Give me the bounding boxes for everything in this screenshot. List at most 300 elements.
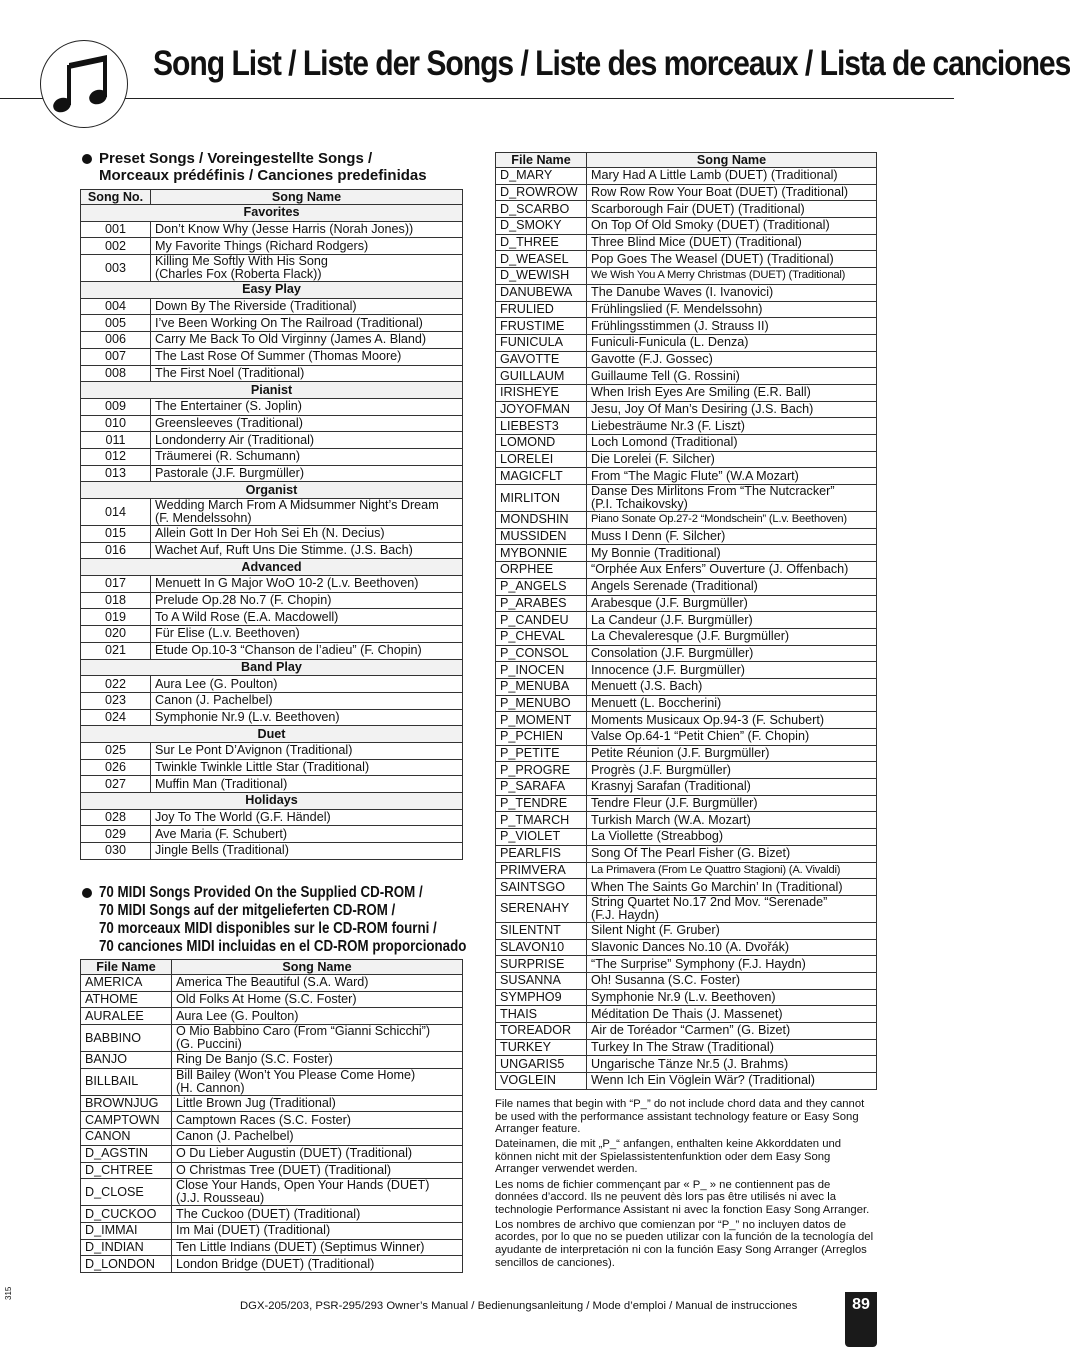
song-number: 023 bbox=[81, 692, 151, 709]
file-name: THAIS bbox=[496, 1006, 587, 1023]
table-row bbox=[81, 1129, 463, 1146]
song-number: 007 bbox=[81, 348, 151, 365]
song-name-text: Méditation De Thais (J. Massenet) bbox=[591, 1006, 783, 1021]
song-name-text: Im Mai (DUET) (Traditional) bbox=[176, 1223, 331, 1238]
preset-songs-table bbox=[80, 189, 463, 860]
table-row bbox=[496, 234, 877, 251]
song-name-text: Jingle Bells (Traditional) bbox=[155, 843, 289, 858]
file-name: P_MOMENT bbox=[496, 712, 587, 729]
song-name-text: Wachet Auf, Ruft Uns Die Stimme. (J.S. Bach) bbox=[155, 543, 413, 558]
file-name: FUNICULA bbox=[496, 334, 587, 351]
song-number: 026 bbox=[81, 759, 151, 776]
song-name-text: Ungarische Tänze Nr.5 (J. Brahms) bbox=[591, 1056, 789, 1071]
header-rule bbox=[0, 98, 954, 99]
song-name-text: Moments Musicaux Op.94-3 (F. Schubert) bbox=[591, 712, 825, 727]
song-name-text: Symphonie Nr.9 (L.v. Beethoven) bbox=[591, 989, 776, 1004]
song-name bbox=[172, 1112, 463, 1129]
song-name-text: Angels Serenade (Traditional) bbox=[591, 579, 758, 594]
file-name: D_MARY bbox=[496, 168, 587, 185]
file-name: TURKEY bbox=[496, 1039, 587, 1056]
song-name bbox=[151, 676, 463, 693]
song-name bbox=[587, 528, 877, 545]
song-name bbox=[587, 1006, 877, 1023]
table-row bbox=[81, 759, 463, 776]
file-name: BILLBAIL bbox=[81, 1068, 172, 1095]
song-number: 018 bbox=[81, 592, 151, 609]
table-header-row bbox=[496, 153, 877, 168]
table-row bbox=[81, 238, 463, 255]
table-row bbox=[496, 268, 877, 285]
song-name-text: Old Folks At Home (S.C. Foster) bbox=[176, 992, 357, 1007]
song-name bbox=[587, 729, 877, 746]
song-name bbox=[172, 1222, 463, 1239]
table-row bbox=[496, 922, 877, 939]
page-title: Song List / Liste der Songs / Liste des morceaux / Lista de canciones bbox=[153, 44, 1070, 83]
song-name-text: Funiculi-Funicula (L. Denza) bbox=[591, 335, 749, 350]
file-name: BANJO bbox=[81, 1052, 172, 1069]
song-name-text: London Bridge (DUET) (Traditional) bbox=[176, 1256, 375, 1271]
song-name-text: Wenn Ich Ein Vöglein Wär? (Traditional) bbox=[591, 1073, 815, 1088]
song-number: 003 bbox=[81, 255, 151, 282]
file-name: D_CHTREE bbox=[81, 1162, 172, 1179]
table-row bbox=[496, 845, 877, 862]
table-row bbox=[496, 879, 877, 896]
song-name bbox=[172, 1179, 463, 1206]
song-name bbox=[172, 1256, 463, 1273]
table-row bbox=[496, 528, 877, 545]
category-row bbox=[81, 282, 463, 299]
file-name: GAVOTTE bbox=[496, 351, 587, 368]
song-name bbox=[151, 298, 463, 315]
song-number: 027 bbox=[81, 776, 151, 793]
file-name: LOMOND bbox=[496, 435, 587, 452]
file-name: D_SMOKY bbox=[496, 218, 587, 235]
song-name-text: My Favorite Things (Richard Rodgers) bbox=[155, 238, 369, 253]
file-name: D_AGSTIN bbox=[81, 1145, 172, 1162]
note-spanish: Los nombres de archivo que comienzan por “P_” no incluyen datos de acordes, por lo que no se pueden utilizar con la función de la tecnología del ayudante de interpretación ni con la función Easy Song Arranger (Arreglos sencillos de canciones). bbox=[495, 1218, 874, 1269]
table-row bbox=[81, 526, 463, 543]
table-row bbox=[496, 401, 877, 418]
song-number: 020 bbox=[81, 626, 151, 643]
song-name-text: The Last Rose Of Summer (Thomas Moore) bbox=[155, 349, 402, 364]
song-name bbox=[587, 939, 877, 956]
song-number: 030 bbox=[81, 843, 151, 860]
midi-heading-line: 70 MIDI Songs Provided On the Supplied CD-ROM / bbox=[99, 884, 423, 901]
preset-heading-line2: Morceaux prédéfinis / Canciones predefinidas bbox=[99, 167, 427, 184]
file-name: SUSANNA bbox=[496, 972, 587, 989]
song-name bbox=[587, 1056, 877, 1073]
song-name bbox=[151, 432, 463, 449]
song-name-text: Don’t Know Why (Jesse Harris (Norah Jones)) bbox=[155, 222, 414, 237]
file-name: IRISHEYE bbox=[496, 384, 587, 401]
song-name-text: Ten Little Indians (DUET) (Septimus Winner) bbox=[176, 1239, 425, 1254]
song-number: 004 bbox=[81, 298, 151, 315]
song-name-text: Pop Goes The Weasel (DUET) (Traditional) bbox=[591, 251, 834, 266]
file-name: D_ROWROW bbox=[496, 184, 587, 201]
song-name bbox=[151, 692, 463, 709]
table-row bbox=[81, 1025, 463, 1052]
song-number: 010 bbox=[81, 415, 151, 432]
file-name: JOYOFMAN bbox=[496, 401, 587, 418]
song-name-text: Turkey In The Straw (Traditional) bbox=[591, 1040, 774, 1055]
song-name-text: Wedding March From A Midsummer Night’s Dream bbox=[155, 498, 439, 512]
song-name bbox=[151, 465, 463, 482]
song-name-text: Frühlingslied (F. Mendelssohn) bbox=[591, 301, 763, 316]
file-name: P_PROGRE bbox=[496, 762, 587, 779]
midi-songs-table-right bbox=[495, 152, 877, 1090]
song-name-text: To A Wild Rose (E.A. Macdowell) bbox=[155, 609, 339, 624]
song-name bbox=[151, 315, 463, 332]
table-row bbox=[496, 1073, 877, 1090]
song-number: 009 bbox=[81, 398, 151, 415]
song-name bbox=[587, 829, 877, 846]
file-name: PEARLFIS bbox=[496, 845, 587, 862]
song-name bbox=[151, 365, 463, 382]
col-header-song-name: Song Name bbox=[151, 190, 463, 205]
song-name bbox=[151, 255, 463, 282]
song-name bbox=[587, 762, 877, 779]
bullet-icon bbox=[82, 888, 92, 898]
song-name bbox=[587, 779, 877, 796]
song-name bbox=[587, 268, 877, 285]
song-name bbox=[587, 578, 877, 595]
table-row bbox=[496, 795, 877, 812]
song-number: 005 bbox=[81, 315, 151, 332]
table-row bbox=[81, 626, 463, 643]
song-number: 008 bbox=[81, 365, 151, 382]
song-name-text: Jesu, Joy Of Man’s Desiring (J.S. Bach) bbox=[591, 401, 814, 416]
song-name bbox=[587, 384, 877, 401]
file-name: P_CONSOL bbox=[496, 645, 587, 662]
file-name: SAINTSGO bbox=[496, 879, 587, 896]
file-name: PRIMVERA bbox=[496, 862, 587, 879]
song-name bbox=[587, 895, 877, 922]
table-row bbox=[496, 662, 877, 679]
category-row bbox=[81, 205, 463, 222]
song-name bbox=[151, 221, 463, 238]
col-header-song-name: Song Name bbox=[172, 960, 463, 975]
song-name-text: Three Blind Mice (DUET) (Traditional) bbox=[591, 235, 802, 250]
table-row bbox=[81, 1068, 463, 1095]
file-name: P_MENUBA bbox=[496, 678, 587, 695]
song-name bbox=[172, 1239, 463, 1256]
song-name-text: Londonderry Air (Traditional) bbox=[155, 432, 315, 447]
table-row bbox=[496, 989, 877, 1006]
table-row bbox=[496, 251, 877, 268]
song-name-text: Oh! Susanna (S.C. Foster) bbox=[591, 973, 741, 988]
table-row bbox=[81, 1145, 463, 1162]
song-name bbox=[172, 1025, 463, 1052]
song-name bbox=[151, 332, 463, 349]
table-row bbox=[496, 468, 877, 485]
song-name-text: Guillaume Tell (G. Rossini) bbox=[591, 368, 740, 383]
table-row bbox=[81, 448, 463, 465]
table-row bbox=[496, 972, 877, 989]
table-row bbox=[81, 365, 463, 382]
song-name-text: Mary Had A Little Lamb (DUET) (Traditional) bbox=[591, 168, 838, 183]
table-row bbox=[496, 956, 877, 973]
song-name-text: Liebesträume Nr.3 (F. Liszt) bbox=[591, 418, 745, 433]
category-row bbox=[81, 793, 463, 810]
table-row bbox=[81, 315, 463, 332]
category-label: Easy Play bbox=[81, 282, 463, 299]
song-name bbox=[172, 1052, 463, 1069]
song-name-text: Prelude Op.28 No.7 (F. Chopin) bbox=[155, 593, 332, 608]
table-row bbox=[496, 201, 877, 218]
song-name-text: Consolation (J.F. Burgmüller) bbox=[591, 645, 754, 660]
song-name bbox=[587, 956, 877, 973]
footer-text: DGX-205/203, PSR-295/293 Owner’s Manual / Bedienungsanleitung / Mode d’emploi / Manual de instrucciones bbox=[240, 1300, 798, 1312]
song-name-text: Little Brown Jug (Traditional) bbox=[176, 1096, 336, 1111]
song-name-text: La Viollette (Streabbog) bbox=[591, 829, 724, 844]
file-name: MYBONNIE bbox=[496, 545, 587, 562]
file-name: P_PETITE bbox=[496, 745, 587, 762]
song-name bbox=[587, 468, 877, 485]
table-header-row bbox=[81, 190, 463, 205]
song-name-text: Petite Réunion (J.F. Burgmüller) bbox=[591, 746, 770, 761]
table-row bbox=[81, 298, 463, 315]
song-name-text: Die Lorelei (F. Silcher) bbox=[591, 452, 715, 467]
song-name bbox=[587, 368, 877, 385]
song-name-text: Row Row Row Your Boat (DUET) (Traditional) bbox=[591, 185, 849, 200]
table-row bbox=[81, 692, 463, 709]
song-name-text: From “The Magic Flute” (W.A Mozart) bbox=[591, 468, 799, 483]
table-header-row bbox=[81, 960, 463, 975]
file-name: MIRLITON bbox=[496, 485, 587, 512]
table-row bbox=[81, 1179, 463, 1206]
file-name: SERENAHY bbox=[496, 895, 587, 922]
song-name bbox=[587, 1073, 877, 1090]
song-name-text: On Top Of Old Smoky (DUET) (Traditional) bbox=[591, 218, 830, 233]
song-name bbox=[587, 318, 877, 335]
table-row bbox=[496, 612, 877, 629]
song-name bbox=[587, 201, 877, 218]
table-row bbox=[496, 695, 877, 712]
song-name-text: The Entertainer (S. Joplin) bbox=[155, 399, 302, 414]
song-name bbox=[151, 609, 463, 626]
table-row bbox=[496, 812, 877, 829]
song-name bbox=[172, 975, 463, 992]
table-row bbox=[81, 348, 463, 365]
file-name: AMERICA bbox=[81, 975, 172, 992]
table-row bbox=[496, 485, 877, 512]
file-name: P_ANGELS bbox=[496, 578, 587, 595]
file-name: TOREADOR bbox=[496, 1023, 587, 1040]
song-name bbox=[587, 712, 877, 729]
song-name-text-line2: (P.I. Tchaikovsky) bbox=[591, 497, 688, 512]
table-row bbox=[81, 499, 463, 526]
song-name bbox=[587, 545, 877, 562]
song-number: 013 bbox=[81, 465, 151, 482]
file-name: MUSSIDEN bbox=[496, 528, 587, 545]
file-name: LIEBEST3 bbox=[496, 418, 587, 435]
song-name bbox=[151, 642, 463, 659]
file-name: D_LONDON bbox=[81, 1256, 172, 1273]
song-name-text: “The Surprise” Symphony (F.J. Haydn) bbox=[591, 956, 806, 971]
midi-heading-line: 70 morceaux MIDI disponibles sur le CD-ROM fourni / bbox=[99, 920, 437, 937]
col-header-song-name: Song Name bbox=[587, 153, 877, 168]
song-number: 028 bbox=[81, 809, 151, 826]
song-number: 029 bbox=[81, 826, 151, 843]
song-name bbox=[587, 922, 877, 939]
song-name-text: Carry Me Back To Old Virginny (James A. Bland) bbox=[155, 332, 427, 347]
song-name-text: Song Of The Pearl Fisher (G. Bizet) bbox=[591, 846, 791, 861]
table-row bbox=[81, 332, 463, 349]
song-name-text: Silent Night (F. Gruber) bbox=[591, 923, 720, 938]
file-name: D_CLOSE bbox=[81, 1179, 172, 1206]
song-name bbox=[587, 845, 877, 862]
song-name-text: Canon (J. Pachelbel) bbox=[176, 1129, 294, 1144]
song-name bbox=[172, 1162, 463, 1179]
table-row bbox=[81, 1008, 463, 1025]
table-row bbox=[81, 415, 463, 432]
song-name-text: Ring De Banjo (S.C. Foster) bbox=[176, 1052, 333, 1067]
note-english: File names that begin with “P_” do not include chord data and they cannot be used with the performance assistant technology feature or Easy Song Arranger feature. bbox=[495, 1098, 865, 1136]
table-row bbox=[496, 829, 877, 846]
song-name-text: Frühlingsstimmen (J. Strauss II) bbox=[591, 318, 769, 333]
table-row bbox=[496, 368, 877, 385]
song-name-text: Gavotte (F.J. Gossec) bbox=[591, 351, 713, 366]
song-name-text: Muffin Man (Traditional) bbox=[155, 776, 288, 791]
song-name-text: O Du Lieber Augustin (DUET) (Traditional) bbox=[176, 1146, 413, 1161]
file-name: D_IMMAI bbox=[81, 1222, 172, 1239]
song-name bbox=[587, 1039, 877, 1056]
song-name-text: La Primavera (From Le Quattro Stagioni) (A. Vivaldi) bbox=[591, 863, 841, 876]
table-row bbox=[496, 184, 877, 201]
table-row bbox=[496, 168, 877, 185]
table-row bbox=[81, 991, 463, 1008]
song-name bbox=[587, 512, 877, 529]
file-name: P_TENDRE bbox=[496, 795, 587, 812]
song-number: 024 bbox=[81, 709, 151, 726]
col-header-file-name: File Name bbox=[496, 153, 587, 168]
file-name: P_TMARCH bbox=[496, 812, 587, 829]
song-name bbox=[151, 526, 463, 543]
note-german: Dateinamen, die mit „P_“ anfangen, enthalten keine Akkorddaten und können nicht mit der Spielassistentenfunktion oder dem Easy Song Arranger verwendet werden. bbox=[495, 1138, 842, 1176]
song-name bbox=[587, 662, 877, 679]
table-row bbox=[81, 1256, 463, 1273]
song-name bbox=[587, 168, 877, 185]
song-name bbox=[151, 759, 463, 776]
song-name bbox=[151, 826, 463, 843]
table-row bbox=[81, 776, 463, 793]
song-name-text: Turkish March (W.A. Mozart) bbox=[591, 812, 751, 827]
song-name-text: Sur Le Pont D’Avignon (Traditional) bbox=[155, 743, 353, 758]
category-row bbox=[81, 726, 463, 743]
song-name bbox=[151, 776, 463, 793]
table-row bbox=[496, 729, 877, 746]
song-name bbox=[151, 398, 463, 415]
table-row bbox=[81, 1239, 463, 1256]
song-name-text: Pastorale (J.F. Burgmüller) bbox=[155, 465, 305, 480]
song-number: 017 bbox=[81, 576, 151, 593]
song-name bbox=[587, 628, 877, 645]
song-name bbox=[151, 238, 463, 255]
table-row bbox=[496, 418, 877, 435]
song-name bbox=[151, 709, 463, 726]
table-row bbox=[81, 676, 463, 693]
song-name-text: Valse Op.64-1 “Petit Chien” (F. Chopin) bbox=[591, 729, 810, 744]
file-name: D_WEWISH bbox=[496, 268, 587, 285]
song-name bbox=[172, 991, 463, 1008]
table-row bbox=[496, 435, 877, 452]
song-name bbox=[151, 809, 463, 826]
file-name: P_PCHIEN bbox=[496, 729, 587, 746]
song-name-text: When Irish Eyes Are Smiling (E.R. Ball) bbox=[591, 385, 811, 400]
table-row bbox=[81, 1222, 463, 1239]
table-row bbox=[81, 609, 463, 626]
song-name-text: Allein Gott In Der Hoh Sei Eh (N. Decius) bbox=[155, 526, 385, 541]
table-row bbox=[81, 465, 463, 482]
song-name bbox=[151, 742, 463, 759]
table-row bbox=[496, 762, 877, 779]
song-name-text: My Bonnie (Traditional) bbox=[591, 545, 721, 560]
song-name bbox=[587, 401, 877, 418]
song-name bbox=[587, 879, 877, 896]
table-row bbox=[496, 645, 877, 662]
col-header-file-name: File Name bbox=[81, 960, 172, 975]
table-row bbox=[81, 642, 463, 659]
song-name bbox=[172, 1145, 463, 1162]
table-row bbox=[81, 398, 463, 415]
music-note-icon bbox=[40, 40, 128, 128]
file-name: LORELEI bbox=[496, 451, 587, 468]
song-name-text-line2: (J.J. Rousseau) bbox=[176, 1191, 265, 1206]
song-name bbox=[587, 989, 877, 1006]
song-name bbox=[172, 1095, 463, 1112]
song-name bbox=[587, 418, 877, 435]
song-name bbox=[587, 812, 877, 829]
song-name bbox=[172, 1008, 463, 1025]
table-row bbox=[81, 1052, 463, 1069]
table-row bbox=[81, 1162, 463, 1179]
song-name-text: Für Elise (L.v. Beethoven) bbox=[155, 626, 300, 641]
song-name bbox=[151, 626, 463, 643]
song-name bbox=[172, 1129, 463, 1146]
col-header-song-no: Song No. bbox=[81, 190, 151, 205]
song-number: 006 bbox=[81, 332, 151, 349]
song-name-text: I’ve Been Working On The Railroad (Traditional) bbox=[155, 315, 423, 330]
table-row bbox=[81, 826, 463, 843]
table-row bbox=[496, 1039, 877, 1056]
table-row bbox=[81, 1095, 463, 1112]
file-name: BROWNJUG bbox=[81, 1095, 172, 1112]
song-name bbox=[587, 645, 877, 662]
song-name bbox=[172, 1068, 463, 1095]
file-name: ORPHEE bbox=[496, 562, 587, 579]
song-name bbox=[587, 301, 877, 318]
table-row bbox=[81, 1112, 463, 1129]
preset-songs-heading bbox=[82, 150, 472, 184]
song-name bbox=[587, 612, 877, 629]
table-row bbox=[81, 809, 463, 826]
song-name bbox=[587, 334, 877, 351]
song-name bbox=[151, 542, 463, 559]
song-name bbox=[587, 562, 877, 579]
song-name-text: Scarborough Fair (DUET) (Traditional) bbox=[591, 201, 805, 216]
table-row bbox=[81, 542, 463, 559]
table-row bbox=[81, 1206, 463, 1223]
file-name: P_CHEVAL bbox=[496, 628, 587, 645]
table-row bbox=[496, 562, 877, 579]
side-code: 315 bbox=[4, 1286, 13, 1300]
file-name: CAMPTOWN bbox=[81, 1112, 172, 1129]
song-name-text: Träumerei (R. Schumann) bbox=[155, 449, 301, 464]
page-number: 89 bbox=[845, 1292, 877, 1347]
category-label: Duet bbox=[81, 726, 463, 743]
song-name-text: Tendre Fleur (J.F. Burgmüller) bbox=[591, 796, 758, 811]
category-row bbox=[81, 482, 463, 499]
